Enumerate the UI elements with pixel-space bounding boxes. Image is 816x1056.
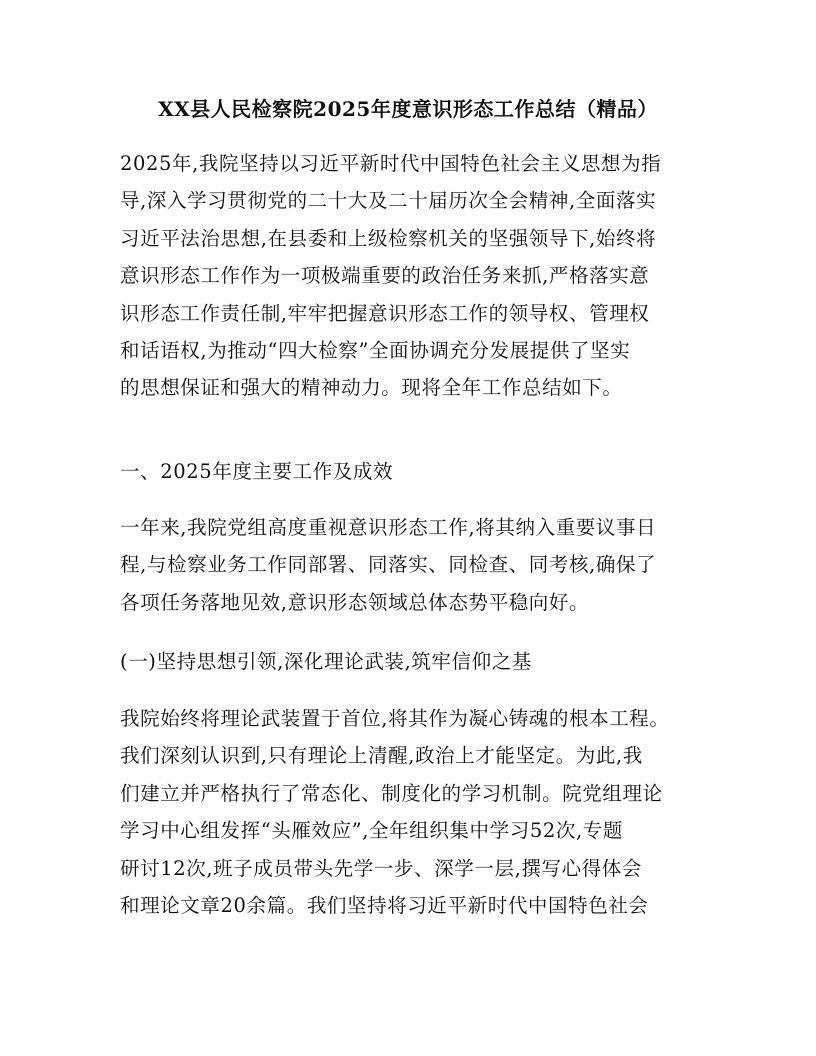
intro-line: 识形态工作责任制,牢牢把握意识形态工作的领导权、管理权	[120, 301, 650, 325]
subsection-line: 学习中心组发挥“头雁效应”,全年组织集中学习52次,专题	[120, 819, 623, 843]
subsection-line: 和理论文章20余篇。我们坚持将习近平新时代中国特色社会	[120, 893, 649, 917]
section-line: 程,与检察业务工作同部署、同落实、同检查、同考核,确保了	[120, 553, 657, 577]
subsection-heading-text: (一)坚持思想引领,深化理论武装,筑牢信仰之基	[120, 650, 532, 673]
subsection-line: 研讨12次,班子成员带头先学一步、深学一层,撰写心得体会	[120, 856, 643, 880]
document-title: XX县人民检察院2025年度意识形态工作总结（精品）	[158, 97, 658, 121]
intro-line: 导,深入学习贯彻党的二十大及二十届历次全会精神,全面落实	[120, 189, 657, 213]
section-heading-text: 一、2025年度主要工作及成效	[120, 460, 394, 483]
subsection-line: 我们深刻认识到,只有理论上清醒,政治上才能坚定。为此,我	[120, 744, 643, 768]
intro-line: 意识形态工作作为一项极端重要的政治任务来抓,严格落实意	[120, 264, 650, 288]
subsection-paragraph	[120, 700, 700, 924]
intro-line: 2025年,我院坚持以习近平新时代中国特色社会主义思想为指	[120, 152, 662, 175]
section-heading	[120, 453, 700, 490]
intro-paragraph	[120, 145, 700, 407]
subsection-line: 们建立并严格执行了常态化、制度化的学习机制。院党组理论	[120, 781, 663, 805]
subsection-line: 我院始终将理论武装置于首位,将其作为凝心铸魂的根本工程。	[120, 707, 670, 730]
intro-line: 的思想保证和强大的精神动力。现将全年工作总结如下。	[120, 376, 623, 400]
section-paragraph	[120, 509, 700, 621]
intro-line: 习近平法治思想,在县委和上级检察机关的坚强领导下,始终将	[120, 226, 657, 250]
intro-line: 和话语权,为推动“四大检察”全面协调充分发展提供了坚实	[120, 338, 631, 362]
section-line: 各项任务落地见效,意识形态领域总体态势平稳向好。	[120, 590, 590, 614]
subsection-heading	[120, 643, 700, 680]
section-line: 一年来,我院党组高度重视意识形态工作,将其纳入重要议事日	[120, 516, 657, 539]
